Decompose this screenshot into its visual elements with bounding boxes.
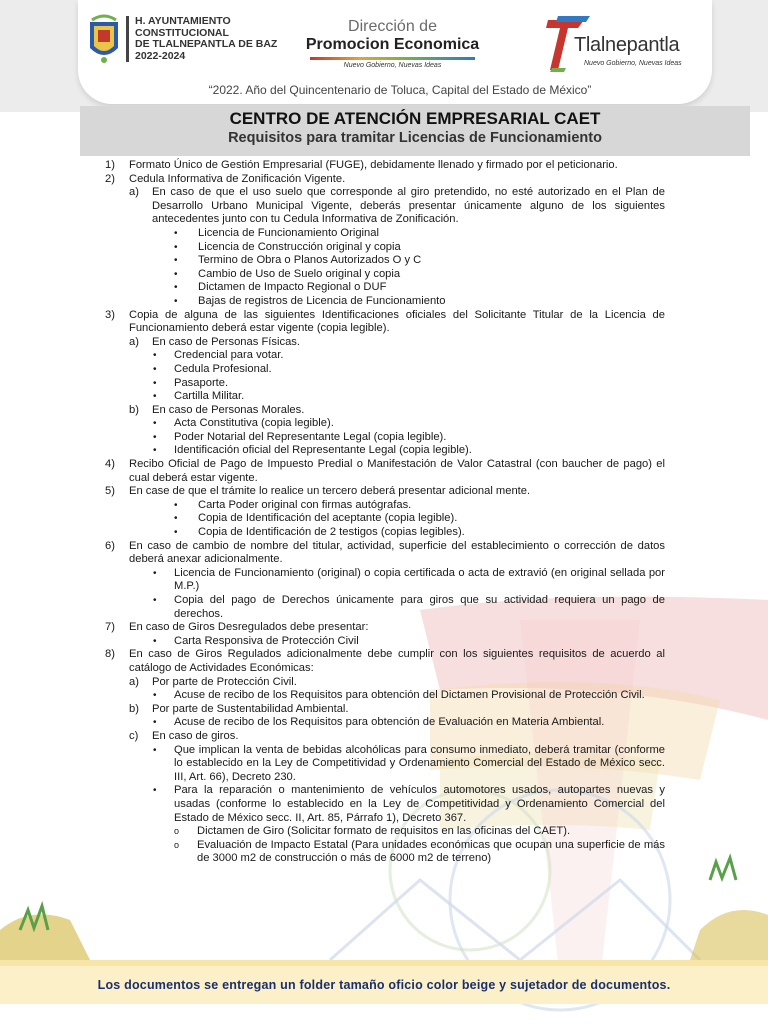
requirement-bullet: [100, 227, 665, 241]
requirement-subitem: [100, 703, 665, 717]
requirement-bullet: [100, 512, 665, 526]
requirement-bullet: [100, 499, 665, 513]
requirement-text: Credencial para votar.: [174, 349, 284, 362]
requirement-item: [100, 159, 665, 173]
list-marker: •: [174, 282, 178, 294]
list-marker: •: [153, 785, 157, 797]
list-marker: 6): [105, 539, 115, 552]
requirement-bullet: [100, 241, 665, 255]
list-marker: •: [174, 255, 178, 267]
list-marker: •: [153, 391, 157, 403]
list-marker: 4): [105, 458, 115, 471]
requirement-subitem: [100, 186, 665, 227]
list-marker: 5): [105, 485, 115, 498]
footer-band: [0, 966, 768, 1004]
requirement-text: Licencia de Funcionamiento (original) o copia certificada o acta de extravió (en original sellada por M.P.): [174, 566, 665, 593]
list-marker: a): [129, 186, 139, 199]
requirement-bullet: [100, 526, 665, 540]
requirement-bullet: [100, 281, 665, 295]
requirement-item: [100, 173, 665, 187]
requirement-subitem: [100, 336, 665, 350]
direccion-block: [300, 18, 485, 69]
list-marker: o: [174, 839, 180, 850]
list-marker: •: [153, 377, 157, 389]
list-marker: •: [174, 268, 178, 280]
tlalnepantla-slogan: Nuevo Gobierno, Nuevas Ideas: [584, 60, 682, 67]
list-marker: •: [153, 418, 157, 430]
requirement-text: Bajas de registros de Licencia de Funcionamiento: [198, 294, 446, 307]
requirement-subitem: [100, 676, 665, 690]
requirement-bullet: [100, 254, 665, 268]
requirement-item: [100, 485, 665, 499]
requirement-text: Copia del pago de Derechos únicamente para giros que su actividad requiera un pago de derechos.: [174, 594, 665, 620]
requirement-text: Copia de Identificación de 2 testigos (copias legibles).: [198, 526, 465, 539]
requirement-text: Poder Notarial del Representante Legal (copia legible).: [174, 430, 447, 443]
requirement-text: Licencia de Construcción original y copia: [198, 240, 401, 253]
requirement-bullet: [100, 377, 665, 391]
requirement-bullet: [100, 839, 665, 866]
direccion-line2: Promocion Economica: [305, 36, 480, 53]
requirement-text: En caso de giros.: [152, 729, 239, 742]
list-marker: •: [174, 513, 178, 525]
header-motto: “2022. Año del Quincentenario de Toluca, Capital del Estado de México”: [208, 83, 592, 97]
requirement-text: Por parte de Protección Civil.: [152, 675, 297, 688]
requirement-text: Por parte de Sustentabilidad Ambiental.: [152, 702, 349, 715]
requirement-text: En caso de Personas Morales.: [152, 403, 305, 416]
requirement-item: [100, 540, 665, 567]
list-marker: 3): [105, 308, 115, 321]
requirement-bullet: [100, 363, 665, 377]
requirement-bullet: [100, 295, 665, 309]
requirement-text: Cambio de Uso de Suelo original y copia: [198, 267, 401, 280]
requirement-text: En caso de que el uso suelo que corresponde al giro pretendido, no esté autorizado en el Plan de Desarrollo Urbano Municipal Vigente, deberás presentar únicamente alguno de los siguientes antecedentes junto con tu Cedula Informativa de Zonificación.: [152, 186, 665, 226]
requirements-list: [100, 159, 665, 866]
list-marker: a): [129, 335, 139, 348]
requirement-bullet: [100, 716, 665, 730]
requirement-text: Copia de alguna de las siguientes Identificaciones oficiales del Solicitante Titular de la Licencia de Funcionamiento deberá estar vigente (copia legible).: [129, 308, 665, 335]
list-marker: •: [174, 527, 178, 539]
requirement-bullet: [100, 390, 665, 404]
list-marker: •: [153, 350, 157, 362]
direccion-color-rule: [310, 57, 475, 60]
requirement-text: Formato Único de Gestión Empresarial (FUGE), debidamente llenado y firmado por el peticionario.: [129, 159, 618, 171]
ayuntamiento-line: 2022-2024: [135, 49, 186, 62]
requirement-bullet: [100, 268, 665, 282]
requirement-text: Pasaporte.: [174, 376, 229, 389]
list-marker: •: [153, 567, 157, 579]
list-marker: •: [174, 227, 178, 239]
list-marker: c): [129, 729, 139, 742]
requirement-text: Termino de Obra o Planos Autorizados O y C: [198, 254, 422, 267]
list-marker: •: [174, 295, 178, 307]
requirement-text: En caso de Personas Físicas.: [152, 335, 300, 348]
list-marker: •: [174, 241, 178, 253]
requirement-bullet: [100, 567, 665, 594]
list-marker: 1): [105, 159, 115, 171]
list-marker: •: [153, 363, 157, 375]
list-marker: •: [153, 717, 157, 729]
title-band: [80, 106, 750, 156]
requirement-text: Dictamen de Giro (Solicitar formato de requisitos en las oficinas del CAET).: [197, 825, 571, 838]
list-marker: •: [153, 635, 157, 647]
list-marker: o: [174, 826, 180, 837]
requirement-text: Copia de Identificación del aceptante (copia legible).: [198, 512, 458, 525]
requirement-bullet: [100, 349, 665, 363]
requirement-bullet: [100, 784, 665, 825]
requirement-text: Cedula Informativa de Zonificación Vigente.: [129, 172, 346, 185]
requirement-subitem: [100, 730, 665, 744]
requirement-subitem: [100, 404, 665, 418]
list-marker: 7): [105, 621, 115, 634]
direccion-line1: Dirección de: [348, 18, 437, 35]
list-marker: •: [153, 445, 157, 457]
requirement-text: En caso de Giros Desregulados debe presentar:: [129, 621, 369, 634]
requirement-text: En caso de cambio de nombre del titular, actividad, superficie del establecimiento o corrección de datos deberá anexar adicionalmente.: [129, 539, 665, 566]
list-marker: •: [153, 431, 157, 443]
requirement-item: [100, 309, 665, 336]
list-marker: •: [153, 690, 157, 702]
requirement-text: Dictamen de Impacto Regional o DUF: [198, 281, 387, 294]
ayuntamiento-line: H. AYUNTAMIENTO: [135, 15, 231, 27]
page-subtitle: Requisitos para tramitar Licencias de Funcionamiento: [228, 130, 602, 146]
list-marker: a): [129, 675, 139, 688]
requirement-bullet: [100, 417, 665, 431]
municipal-seal-logo: [86, 14, 122, 66]
requirement-text: Acta Constitutiva (copia legible).: [174, 417, 334, 430]
requirement-text: En caso de Giros Regulados adicionalmente debe cumplir con los siguientes requisitos de acuerdo al catálogo de Actividades Económicas:: [129, 648, 665, 674]
list-marker: 8): [105, 648, 115, 661]
list-marker: •: [153, 595, 157, 606]
direccion-slogan: Nuevo Gobierno, Nuevas Ideas: [343, 62, 442, 69]
requirement-text: En case de que el trámite lo realice un tercero deberá presentar adicional mente.: [129, 485, 531, 498]
ayuntamiento-line: CONSTITUCIONAL: [135, 26, 229, 39]
ayuntamiento-block: [126, 16, 296, 62]
requirement-text: Recibo Oficial de Pago de Impuesto Predial o Manifestación de Valor Catastral (con baucher de pago) el cual deberá estar vigente.: [129, 458, 665, 484]
requirement-text: Cedula Profesional.: [174, 362, 272, 375]
requirement-text: Que implican la venta de bebidas alcohólicas para consumo inmediato, deberá tramitar (conforme lo establecido en la Ley de Competitividad y Ordenamiento Comercial del Estado de México secc. III, Art. 66), Decreto 230.: [174, 743, 665, 783]
requirement-text: Cartilla Militar.: [174, 390, 245, 403]
list-marker: •: [153, 744, 157, 756]
requirement-text: Licencia de Funcionamiento Original: [198, 226, 379, 239]
requirement-text: Acuse de recibo de los Requisitos para obtención de Evaluación en Materia Ambiental.: [174, 716, 605, 729]
requirement-item: [100, 458, 665, 485]
requirement-bullet: [100, 431, 665, 445]
ayuntamiento-line: DE TLALNEPANTLA DE BAZ: [135, 38, 278, 50]
requirement-bullet: [100, 744, 665, 785]
footer-note: Los documentos se entregan un folder tamaño oficio color beige y sujetador de documentos.: [97, 978, 671, 992]
requirement-text: Identificación oficial del Representante Legal (copia legible).: [174, 444, 472, 457]
list-marker: b): [129, 702, 139, 715]
requirement-bullet: [100, 825, 665, 839]
requirement-bullet: [100, 635, 665, 649]
requirement-bullet: [100, 594, 665, 621]
requirement-text: Carta Responsiva de Protección Civil: [174, 634, 359, 647]
tlalnepantla-wordmark: Tlalnepantla: [574, 34, 680, 56]
list-marker: •: [174, 499, 178, 511]
requirement-bullet: [100, 444, 665, 458]
requirement-item: [100, 621, 665, 635]
list-marker: b): [129, 403, 139, 416]
requirement-text: Carta Poder original con firmas autógrafas.: [198, 498, 412, 511]
list-marker: 2): [105, 172, 115, 185]
requirement-bullet: [100, 689, 665, 703]
requirement-item: [100, 648, 665, 675]
requirement-text: Acuse de recibo de los Requisitos para obtención del Dictamen Provisional de Protección Civil.: [174, 689, 645, 702]
page-title: CENTRO DE ATENCIÓN EMPRESARIAL CAET: [229, 109, 601, 128]
requirement-text: Evaluación de Impacto Estatal (Para unidades económicas que ocupan una superficie de más de 3000 m2 de construcción o más de 6000 m2 de terreno): [197, 838, 665, 865]
requirement-text: Para la reparación o mantenimiento de vehículos automotores usados, autopartes nuevas y usadas (conforme lo establecido en la Ley de Competitividad y Ordenamiento Comercial del Estado de México secc. II, Art. 85, Párrafo 1), Decreto 367.: [174, 784, 665, 824]
